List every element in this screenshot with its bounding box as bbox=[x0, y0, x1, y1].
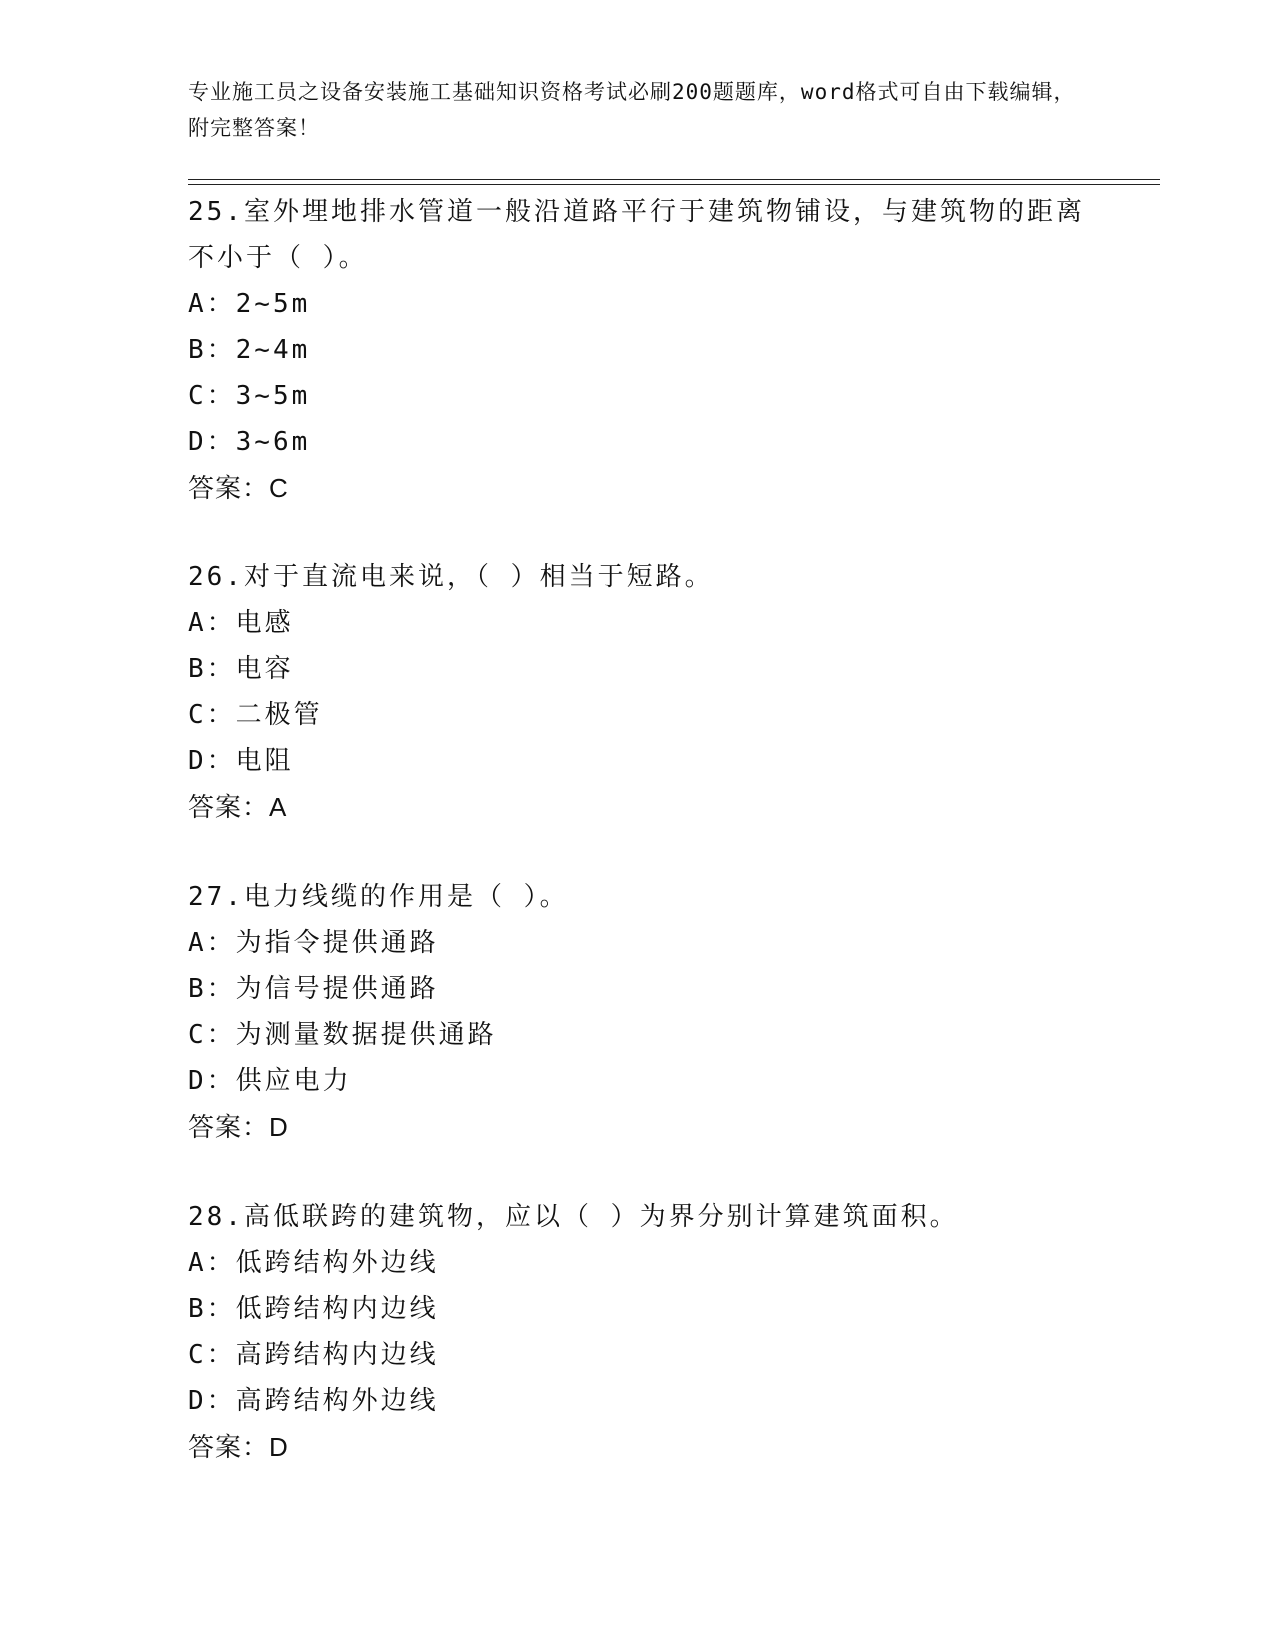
option-b: B：低跨结构内边线 bbox=[188, 1294, 439, 1324]
option-b: B：为信号提供通路 bbox=[188, 974, 439, 1004]
answer-line: 答案：D bbox=[188, 1432, 289, 1462]
option-b: B：电容 bbox=[188, 654, 294, 684]
answer-line: 答案：A bbox=[188, 792, 288, 822]
option-a: A：2~5m bbox=[188, 289, 311, 319]
option-d: D：供应电力 bbox=[188, 1066, 352, 1096]
question-stem: 27.电力线缆的作用是（ ）。 bbox=[188, 882, 569, 912]
question-25 bbox=[188, 189, 1088, 511]
option-a: A：低跨结构外边线 bbox=[188, 1248, 439, 1278]
option-c: C：高跨结构内边线 bbox=[188, 1340, 439, 1370]
answer-line: 答案：D bbox=[188, 1112, 289, 1142]
question-26 bbox=[188, 554, 1088, 830]
option-d: D：电阻 bbox=[188, 746, 294, 776]
option-c: C：二极管 bbox=[188, 700, 323, 730]
header-title: 专业施工员之设备安装施工基础知识资格考试必刷200题题库，word格式可自由下载编辑，附完整答案！ bbox=[188, 80, 1076, 140]
question-28 bbox=[188, 1194, 1088, 1470]
question-stem: 28.高低联跨的建筑物，应以（ ）为界分别计算建筑面积。 bbox=[188, 1202, 959, 1232]
question-stem: 25.室外埋地排水管道一般沿道路平行于建筑物铺设，与建筑物的距离不小于（ ）。 bbox=[188, 197, 1085, 273]
option-c: C：3~5m bbox=[188, 381, 311, 411]
header-divider-top bbox=[188, 179, 1160, 180]
option-a: A：为指令提供通路 bbox=[188, 928, 439, 958]
option-d: D：3~6m bbox=[188, 427, 311, 457]
document-header bbox=[188, 74, 1088, 146]
option-b: B：2~4m bbox=[188, 335, 311, 365]
option-d: D：高跨结构外边线 bbox=[188, 1386, 439, 1416]
header-divider-bottom bbox=[188, 184, 1160, 185]
option-c: C：为测量数据提供通路 bbox=[188, 1020, 497, 1050]
question-stem: 26.对于直流电来说，（ ）相当于短路。 bbox=[188, 562, 714, 592]
question-27 bbox=[188, 874, 1088, 1150]
answer-line: 答案：C bbox=[188, 473, 289, 503]
option-a: A：电感 bbox=[188, 608, 294, 638]
